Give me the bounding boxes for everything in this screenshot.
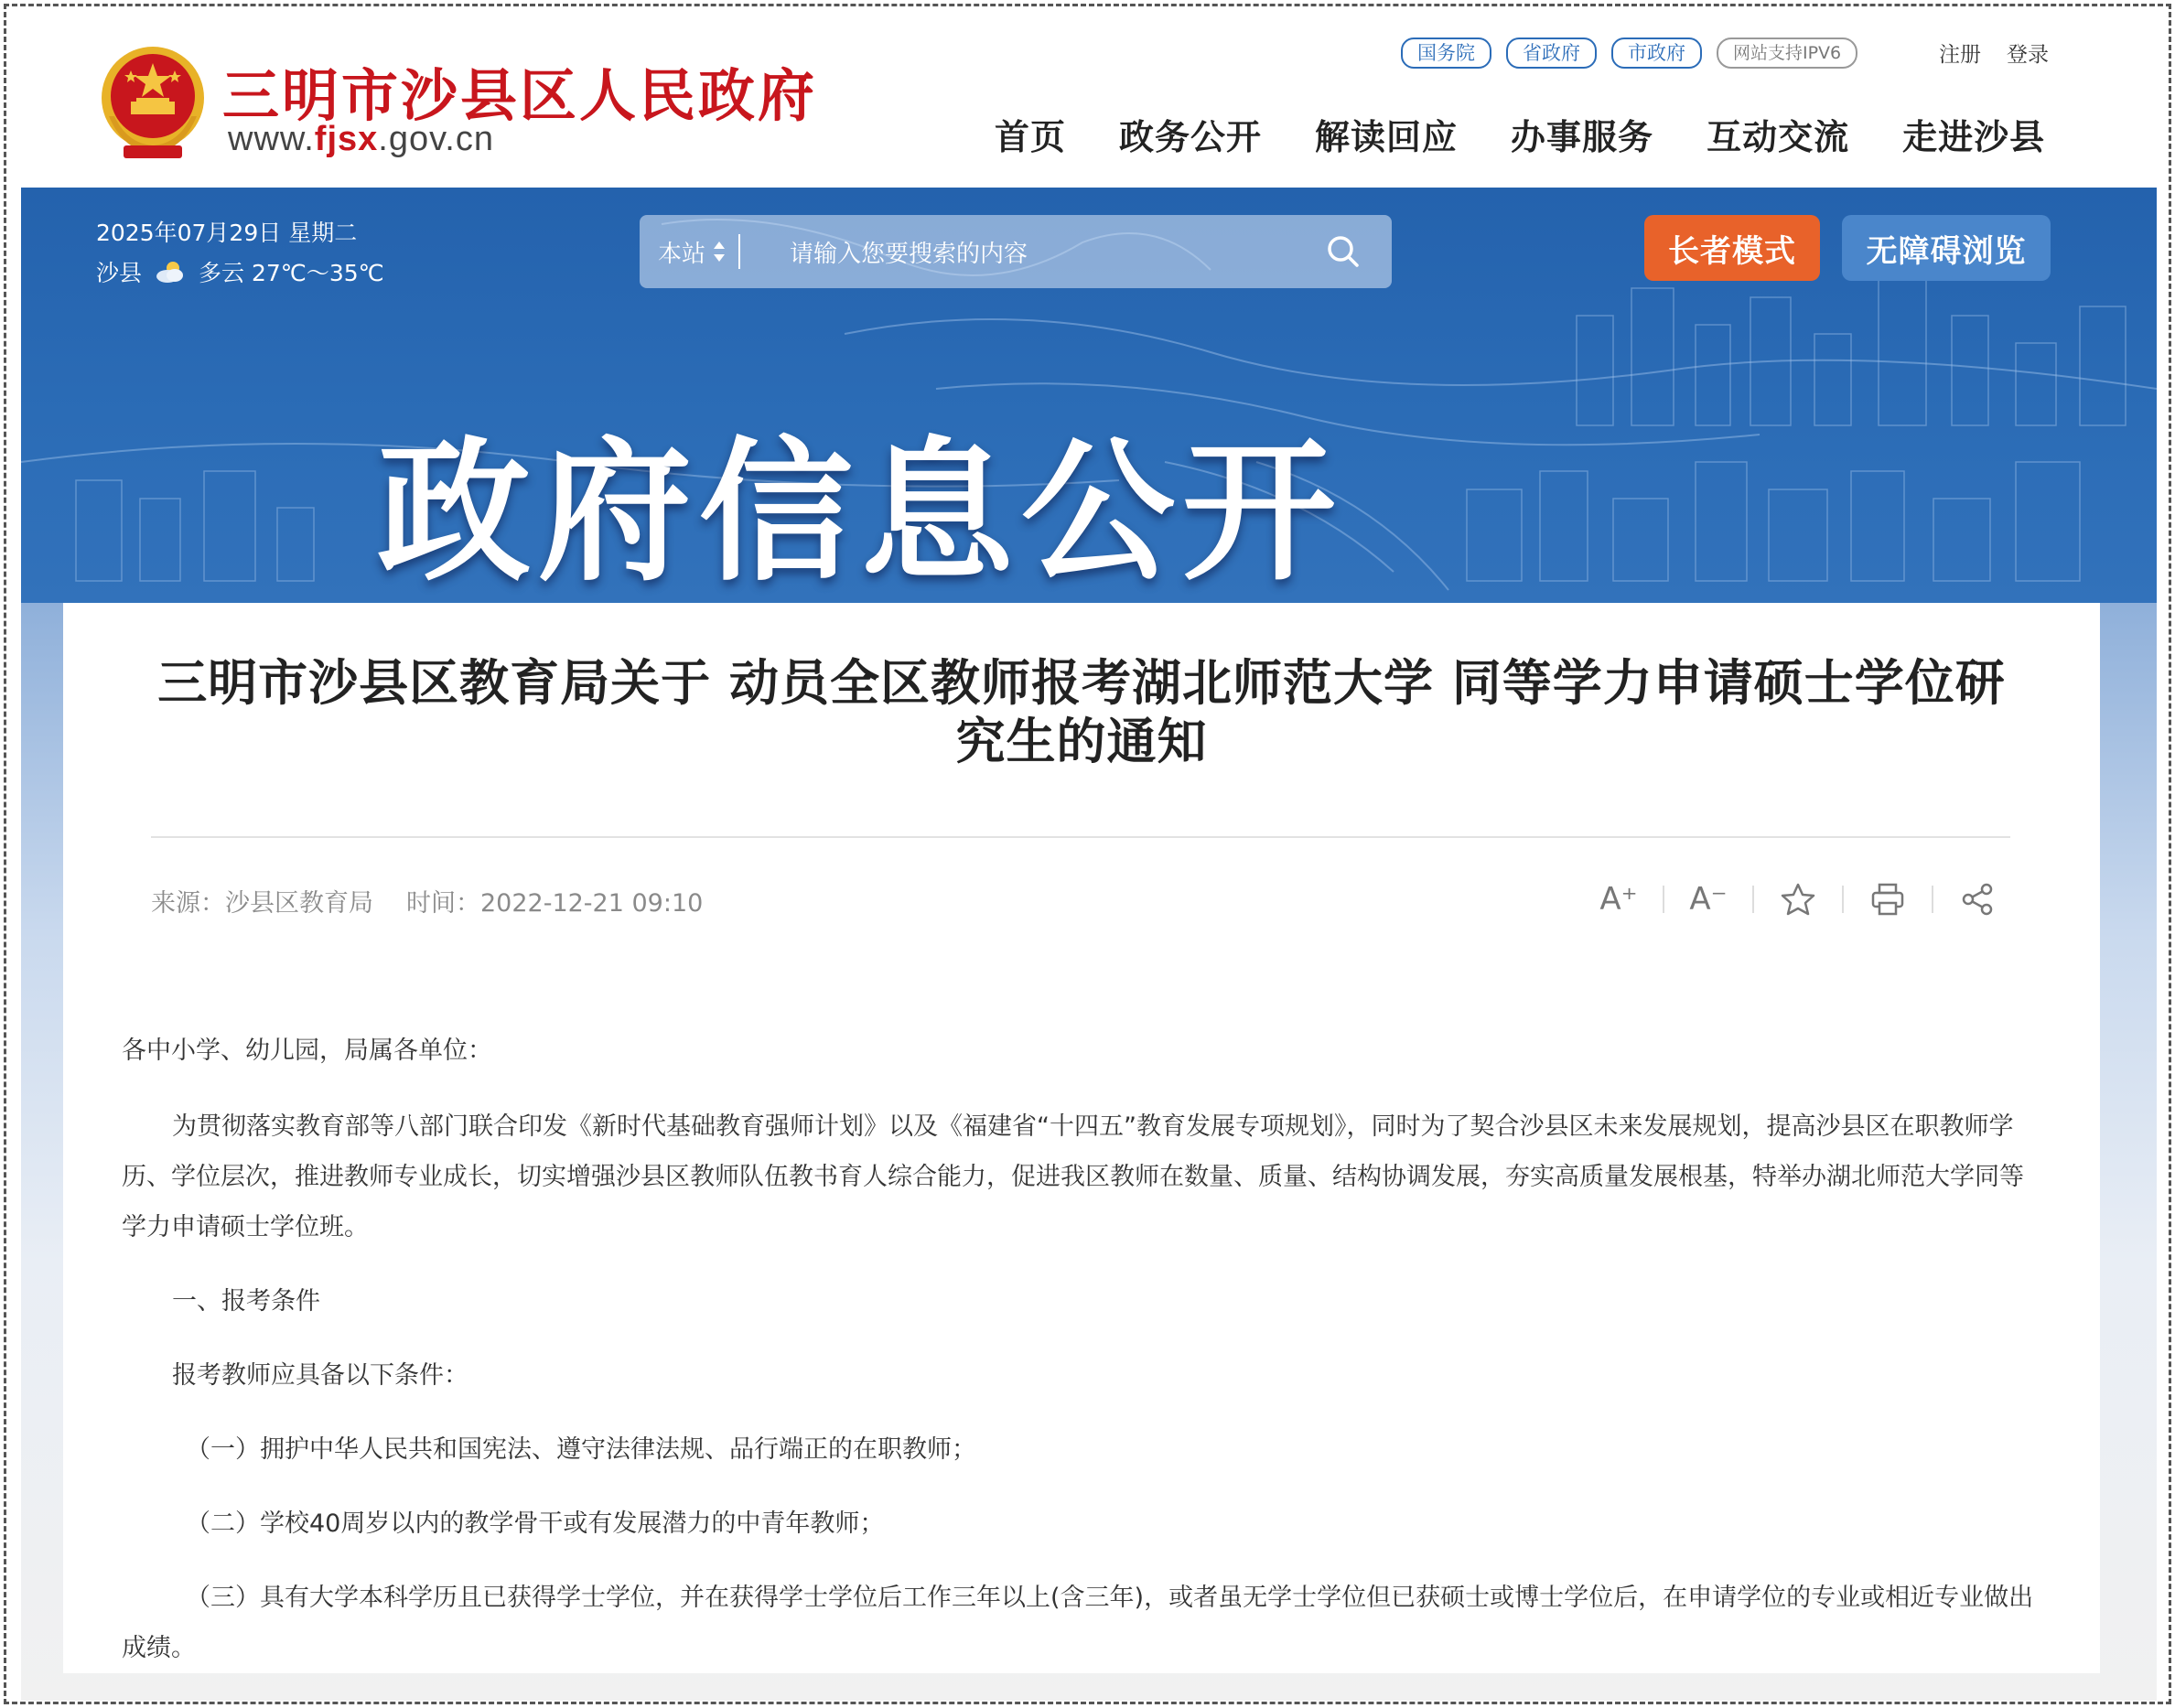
nav-home[interactable]: 首页 bbox=[995, 117, 1067, 157]
register-link[interactable]: 注册 bbox=[1939, 43, 1981, 67]
elder-mode-button[interactable]: 长者模式 bbox=[1644, 215, 1820, 281]
condition-item: （一）拥护中华人民共和国宪法、遵守法律法规、品行端正的在职教师； bbox=[186, 1435, 976, 1464]
weather-location: 沙县 bbox=[96, 260, 143, 286]
search-bar bbox=[640, 215, 1392, 288]
main-nav bbox=[995, 109, 2045, 159]
page-frame bbox=[4, 4, 2171, 1704]
banner-title: 政府信息公开 bbox=[377, 423, 1343, 602]
tool-separator bbox=[1932, 886, 1933, 913]
article-tools bbox=[1595, 875, 2001, 923]
site-url-suffix: .gov.cn bbox=[378, 120, 494, 158]
nav-gov-affairs[interactable]: 政务公开 bbox=[1119, 117, 1263, 157]
font-increase-icon[interactable]: A⁺ bbox=[1599, 881, 1638, 918]
section-lead: 报考教师应具备以下条件： bbox=[172, 1361, 468, 1390]
nav-services[interactable]: 办事服务 bbox=[1511, 117, 1654, 157]
title-divider bbox=[151, 836, 2010, 838]
nav-about[interactable]: 走进沙县 bbox=[1902, 117, 2046, 157]
search-icon[interactable] bbox=[1326, 234, 1361, 269]
nav-interaction[interactable]: 互动交流 bbox=[1707, 117, 1850, 157]
auth-links bbox=[1939, 38, 2049, 68]
accessibility-button[interactable]: 无障碍浏览 bbox=[1842, 215, 2051, 281]
site-header bbox=[6, 6, 2169, 188]
condition-item: （二）学校40周岁以内的教学骨干或有发展潜力的中青年教师； bbox=[186, 1509, 885, 1538]
banner bbox=[21, 188, 2157, 603]
article-body bbox=[122, 1026, 2045, 1673]
nav-interpretation[interactable]: 解读回应 bbox=[1315, 117, 1459, 157]
weather-info bbox=[96, 255, 384, 288]
search-scope-select[interactable] bbox=[658, 235, 726, 269]
search-scope-label: 本站 bbox=[658, 240, 706, 268]
condition-item: （三）具有大学本科学历且已获得学士学位，并在获得学士学位后工作三年以上(含三年)，或者虽无学士学位但已获硕士或博士学位后，在申请学位的专业或相近专业做出成绩。 bbox=[122, 1584, 2034, 1662]
search-divider bbox=[738, 234, 740, 269]
site-url bbox=[228, 120, 494, 159]
current-date: 2025年07月29日 星期二 bbox=[96, 220, 358, 246]
site-url-prefix: www. bbox=[228, 120, 315, 158]
link-state-council[interactable]: 国务院 bbox=[1401, 38, 1491, 69]
favorite-star-icon[interactable] bbox=[1774, 875, 1822, 923]
login-link[interactable]: 登录 bbox=[2007, 43, 2049, 67]
article-source: 来源：沙县区教育局 bbox=[151, 889, 373, 918]
article-title: 三明市沙县区教育局关于 动员全区教师报考湖北师范大学 同等学力申请硕士学位研究生的通知 bbox=[157, 654, 2006, 770]
weather-text: 多云 27℃～35℃ bbox=[199, 260, 384, 286]
ipv6-badge: 网站支持IPV6 bbox=[1717, 38, 1857, 69]
site-url-highlight: fjsx bbox=[314, 120, 379, 158]
tool-separator bbox=[1663, 886, 1664, 913]
article-greeting: 各中小学、幼儿园，局属各单位： bbox=[122, 1037, 492, 1065]
tool-separator bbox=[1752, 886, 1754, 913]
section-heading: 一、报考条件 bbox=[172, 1287, 320, 1316]
cloudy-weather-icon bbox=[155, 260, 186, 284]
site-title[interactable]: 三明市沙县区人民政府 bbox=[222, 62, 818, 129]
article-intro: 为贯彻落实教育部等八部门联合印发《新时代基础教育强师计划》以及《福建省“十四五”教育发展专项规划》，同时为了契合沙县区未来发展规划，提高沙县区在职教师学历、学位层次，推进教师专业成长，切实增强沙县区教师队伍教书育人综合能力，促进我区教师在数量、质量、结构协调发展，夯实高质量发展根基，特举办湖北师范大学同等学力申请硕士学位班。 bbox=[122, 1112, 2024, 1241]
print-icon[interactable] bbox=[1864, 875, 1911, 923]
link-city-gov[interactable]: 市政府 bbox=[1611, 38, 1702, 69]
link-provincial-gov[interactable]: 省政府 bbox=[1506, 38, 1597, 69]
font-decrease-icon[interactable]: A⁻ bbox=[1689, 881, 1728, 918]
article-card bbox=[63, 603, 2100, 1673]
share-icon[interactable] bbox=[1954, 875, 2001, 923]
top-links bbox=[1401, 38, 1857, 69]
sort-arrows-icon bbox=[713, 240, 726, 263]
article-time: 时间：2022-12-21 09:10 bbox=[406, 889, 704, 918]
tool-separator bbox=[1842, 886, 1844, 913]
article-meta bbox=[151, 883, 703, 918]
national-emblem-icon[interactable] bbox=[96, 43, 210, 164]
search-input[interactable]: 请输入您要搜索的内容 bbox=[790, 240, 1028, 268]
